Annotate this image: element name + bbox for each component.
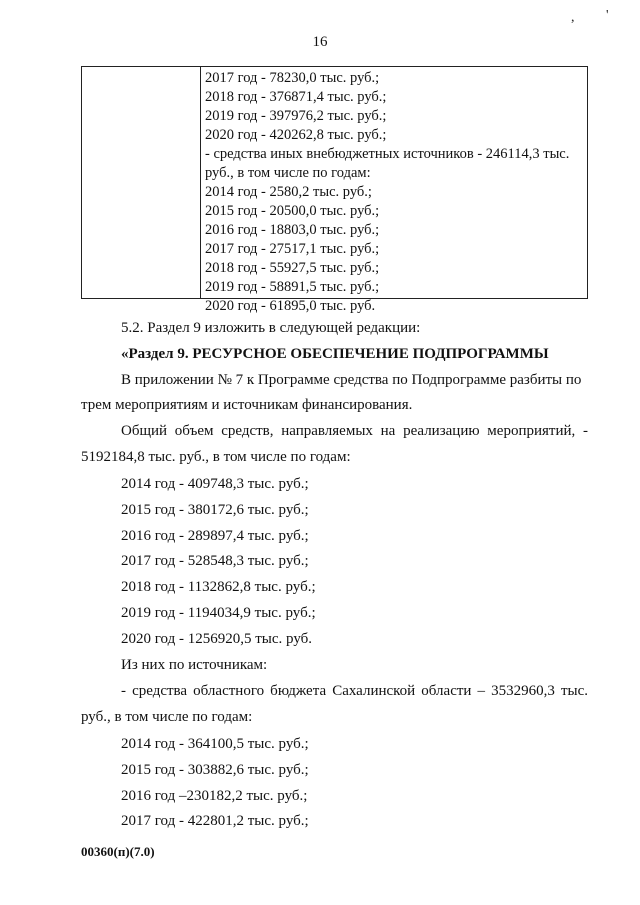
table-left-cell <box>82 67 201 298</box>
table-line: 2019 год - 58891,5 тыс. руб.; <box>205 279 380 295</box>
table-line: 2014 год - 2580,2 тыс. руб.; <box>205 184 372 200</box>
section-heading: «Раздел 9. РЕСУРСНОЕ ОБЕСПЕЧЕНИЕ ПОДПРОГРАММЫ <box>121 346 549 362</box>
paragraph-line: Общий объем средств, направляемых на реализацию мероприятий, - <box>121 423 588 439</box>
regional-year: 2016 год –230182,2 тыс. руб.; <box>121 788 308 804</box>
paragraph-line: 5192184,8 тыс. руб., в том числе по годам: <box>81 449 351 465</box>
corner-mark: , <box>571 10 575 25</box>
table-line: 2017 год - 78230,0 тыс. руб.; <box>205 70 380 86</box>
table-line: 2018 год - 376871,4 тыс. руб.; <box>205 89 387 105</box>
year-total: 2014 год - 409748,3 тыс. руб.; <box>121 476 309 492</box>
regional-year: 2015 год - 303882,6 тыс. руб.; <box>121 762 309 778</box>
footer-code: 00360(п)(7.0) <box>81 844 155 859</box>
table-line: 2015 год - 20500,0 тыс. руб.; <box>205 203 380 219</box>
paragraph-line: - средства областного бюджета Сахалинской области – 3532960,3 тыс. <box>121 683 588 699</box>
table-line: 2019 год - 397976,2 тыс. руб.; <box>205 108 387 124</box>
year-total: 2015 год - 380172,6 тыс. руб.; <box>121 502 309 518</box>
table-line: - средства иных внебюджетных источников - 246114,3 тыс. <box>205 146 570 162</box>
year-total: 2016 год - 289897,4 тыс. руб.; <box>121 528 309 544</box>
paragraph-line: В приложении № 7 к Программе средства по Подпрограмме разбиты по <box>121 372 582 388</box>
corner-mark: ' <box>606 8 609 23</box>
regional-year: 2017 год - 422801,2 тыс. руб.; <box>121 813 309 829</box>
sources-intro: Из них по источникам: <box>121 657 268 673</box>
section-intro: 5.2. Раздел 9 изложить в следующей редакции: <box>121 320 421 336</box>
regional-year: 2014 год - 364100,5 тыс. руб.; <box>121 736 309 752</box>
funding-table <box>81 66 588 314</box>
table-line: 2016 год - 18803,0 тыс. руб.; <box>205 222 380 238</box>
year-total: 2018 год - 1132862,8 тыс. руб.; <box>121 579 316 595</box>
table-line: 2017 год - 27517,1 тыс. руб.; <box>205 241 380 257</box>
table-line: 2020 год - 420262,8 тыс. руб.; <box>205 127 387 143</box>
paragraph-line: трем мероприятиям и источникам финансирования. <box>81 397 413 413</box>
table-line: 2020 год - 61895,0 тыс. руб. <box>205 298 376 314</box>
year-total: 2017 год - 528548,3 тыс. руб.; <box>121 553 309 569</box>
year-total: 2019 год - 1194034,9 тыс. руб.; <box>121 605 316 621</box>
table-line: 2018 год - 55927,5 тыс. руб.; <box>205 260 380 276</box>
paragraph-line: руб., в том числе по годам: <box>81 709 253 725</box>
table-line: руб., в том числе по годам: <box>205 165 371 181</box>
year-total: 2020 год - 1256920,5 тыс. руб. <box>121 631 313 647</box>
page-number: 16 <box>312 34 328 50</box>
table-right-cell <box>205 69 583 316</box>
